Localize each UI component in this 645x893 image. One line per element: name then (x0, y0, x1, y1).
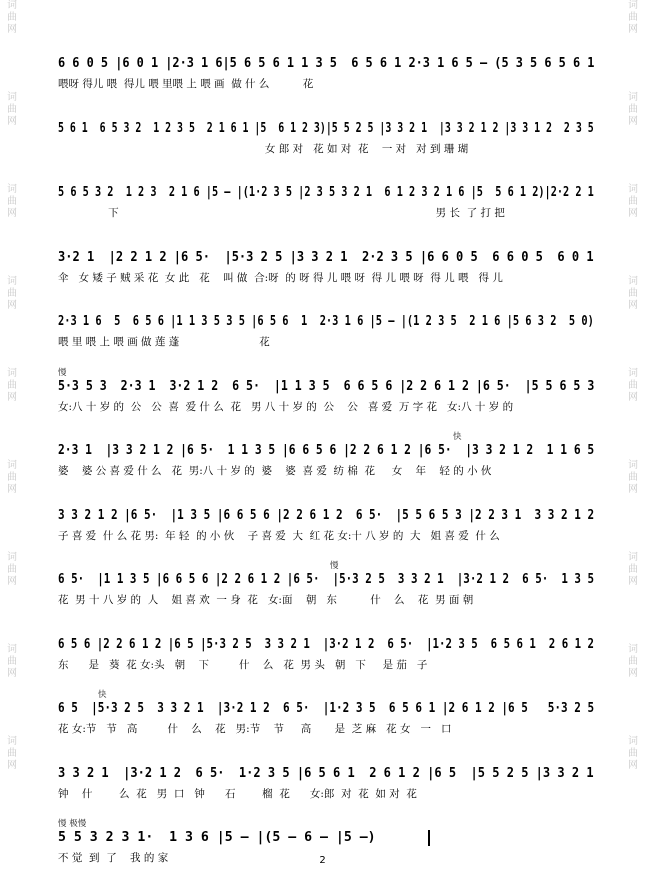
lyric-row: 伞 女 矮 子 贼 采 花 女 此 花 叫 做 合:呀 的 呀 得 儿 喂 呀 得 儿 喂 呀 得 儿 喂 得 儿 (58, 271, 503, 284)
watermark-group: 词 曲 网 (628, 0, 638, 35)
watermark-group: 词 曲 网 (7, 644, 17, 679)
score-line-10 (58, 635, 594, 700)
score-line-7 (58, 432, 595, 506)
score-line-4 (58, 248, 594, 313)
final-barline (428, 830, 430, 846)
score-line-11 (58, 690, 595, 764)
watermark-group: 词 曲 网 (7, 276, 17, 311)
notation-row: 3 3 2 1 2 |6 5· |1 3 5 |6 6 5 6 |2 2 6 1 2 6 5· |5 5 6 5 3 |2 2 3 1 3 3 2 1 2 (58, 507, 595, 523)
watermark-group: 词 曲 网 (628, 644, 638, 679)
lyric-row: 女 郎 对 花 如 对 花 一 对 对 到 珊 瑚 (58, 142, 469, 155)
notation-row: 3 3 2 1 |3·2 1 2 6 5· 1·2 3 5 |6 5 6 1 2 6 1 2 |6 5 |5 5 2 5 |3 3 2 1 (58, 765, 594, 781)
lyric-row: 不 觉 到 了 我 的 家 (58, 852, 169, 864)
notation-row: 6 5 6 |2 2 6 1 2 |6 5 |5·3 2 5 3 3 2 1 |3·2 1 2 6 5· |1·2 3 5 6 5 6 1 2 6 1 2 (58, 636, 594, 652)
watermark-group: 词 曲 网 (628, 184, 638, 219)
watermark-group: 词 曲 网 (7, 460, 17, 495)
score-line-1 (58, 54, 594, 119)
score-line-6 (58, 367, 595, 442)
lyric-row: 花 女:节 节 高 什 么 花 男:节 节 高 是 芝 麻 花 女 一 口 (58, 723, 452, 735)
watermark-group: 词 曲 网 (7, 736, 17, 771)
notation-row: 6 5 |5·3 2 5 3 3 2 1 |3·2 1 2 6 5· |1·2 3 5 6 5 6 1 |2 6 1 2 |6 5 5·3 2 5 (58, 701, 595, 716)
notation-row: 5 6 5 3 2 1 2 3 2 1 6 |5 — |(1·2 3 5 |2 3 5 3 2 1 6 1 2 3 2 1 6 |5 5 6 1 2)|2·2 2 1 (58, 185, 594, 200)
score-line-8 (58, 506, 594, 571)
lyric-row: 女:八 十 岁 的 公 公 喜 爱 什 么 花 男 八 十 岁 的 公 公 喜 爱 万 字 花 女:八 十 岁 的 (58, 400, 514, 413)
lyric-row: 钟 什 么 花 男 口 钟 石 榴 花 女:郎 对 花 如 对 花 (58, 787, 417, 800)
watermark-group: 词 曲 网 (7, 92, 17, 127)
lyric-row: 子 喜 爱 什 么 花 男: 年 轻 的 小 伙 子 喜 爱 大 红 花 女:十 八 岁 的 大 姐 喜 爱 什 么 (58, 529, 500, 542)
score-body (58, 54, 594, 893)
score-line-12 (58, 764, 594, 829)
notation-row: 6 6 0 5 |6 0 1 |2·3 1 6|5 6 5 6 1 1 3 5 6 5 6 1 2·3 1 6 5 — (5 3 5 6 5 6 1 (58, 56, 595, 71)
notation-row: 5 6 1 6 5 3 2 1 2 3 5 2 1 6 1 |5 6 1 2 3)|5 5 2 5 |3 3 2 1 |3 3 2 1 2 |3 3 1 2 2 3 5 (58, 120, 594, 136)
notation-row: 5 5 3 2 3 1· 1 3 6 |5 — |(5 — 6 — |5 —) (58, 830, 376, 845)
watermark-group: 词 曲 网 (628, 92, 638, 127)
lyric-row: 婆 婆 公 喜 爱 什 么 花 男:八 十 岁 的 婆 婆 喜 爱 纺 棉 花 女 年 轻 的 小 伙 (58, 465, 492, 477)
notation-row: 2·3 1 6 5 6 5 6 |1 1 3 5 3 5 |6 5 6 1 2·3 1 6 |5 — |(1 2 3 5 2 1 6 |5 6 3 2 5 0) (58, 314, 594, 329)
watermark-group: 词 曲 网 (628, 460, 638, 495)
tempo-mark: 快 (98, 690, 107, 700)
watermark-group: 词 曲 网 (7, 368, 17, 403)
notation-row: 2·3 1 |3 3 2 1 2 |6 5· 1 1 3 5 |6 6 5 6 |2 2 6 1 2 |6 5· |3 3 2 1 2 1 1 6 5 (58, 443, 595, 458)
watermark-group: 词 曲 网 (628, 368, 638, 403)
watermark-group: 词 曲 网 (628, 276, 638, 311)
score-line-5 (58, 312, 594, 377)
lyric-row: 喂呀 得儿 喂 得儿 喂 里喂 上 喂 画 做 什 么 花 (58, 78, 314, 90)
watermark-group: 词 曲 网 (7, 184, 17, 219)
lyric-row: 东 是 葵 花 女:头 朝 下 什 么 花 男 头 朝 下 是 茄 子 (58, 658, 428, 671)
page-number: 2 (319, 855, 326, 866)
lyric-row: 花 男 十 八 岁 的 人 姐 喜 欢 一 身 花 女:面 朝 东 什 么 花 男 面 朝 (58, 594, 474, 606)
tempo-mark: 慢 (58, 367, 67, 378)
tempo-mark: 快 (453, 432, 462, 442)
tempo-mark: 慢 极慢 (58, 819, 87, 829)
notation-row: 3·2 1 |2 2 1 2 |6 5· |5·3 2 5 |3 3 2 1 2·2 3 5 |6 6 0 5 6 6 0 5 6 0 1 (58, 249, 594, 265)
tempo-mark: 慢 (330, 561, 339, 571)
left-watermark-column (1, 0, 23, 891)
lyric-row: 下 男 长 了 打 把 (58, 207, 505, 219)
notation-row: 6 5· |1 1 3 5 |6 6 5 6 |2 2 6 1 2 |6 5· |5·3 2 5 3 3 2 1 |3·2 1 2 6 5· 1 3 5 (58, 572, 595, 587)
score-line-3 (58, 183, 594, 248)
score-line-9 (58, 561, 595, 635)
watermark-group: 词 曲 网 (628, 736, 638, 771)
lyric-row: 喂 里 喂 上 喂 画 做 莲 蓬 花 (58, 336, 270, 348)
watermark-group: 词 曲 网 (7, 0, 17, 35)
right-watermark-column (622, 0, 644, 891)
notation-row: 5·3 5 3 2·3 1 3·2 1 2 6 5· |1 1 3 5 6 6 5 6 |2 2 6 1 2 |6 5· |5 5 6 5 3 (58, 378, 595, 394)
watermark-group: 词 曲 网 (7, 552, 17, 587)
score-line-2 (58, 119, 594, 184)
watermark-group: 词 曲 网 (628, 552, 638, 587)
